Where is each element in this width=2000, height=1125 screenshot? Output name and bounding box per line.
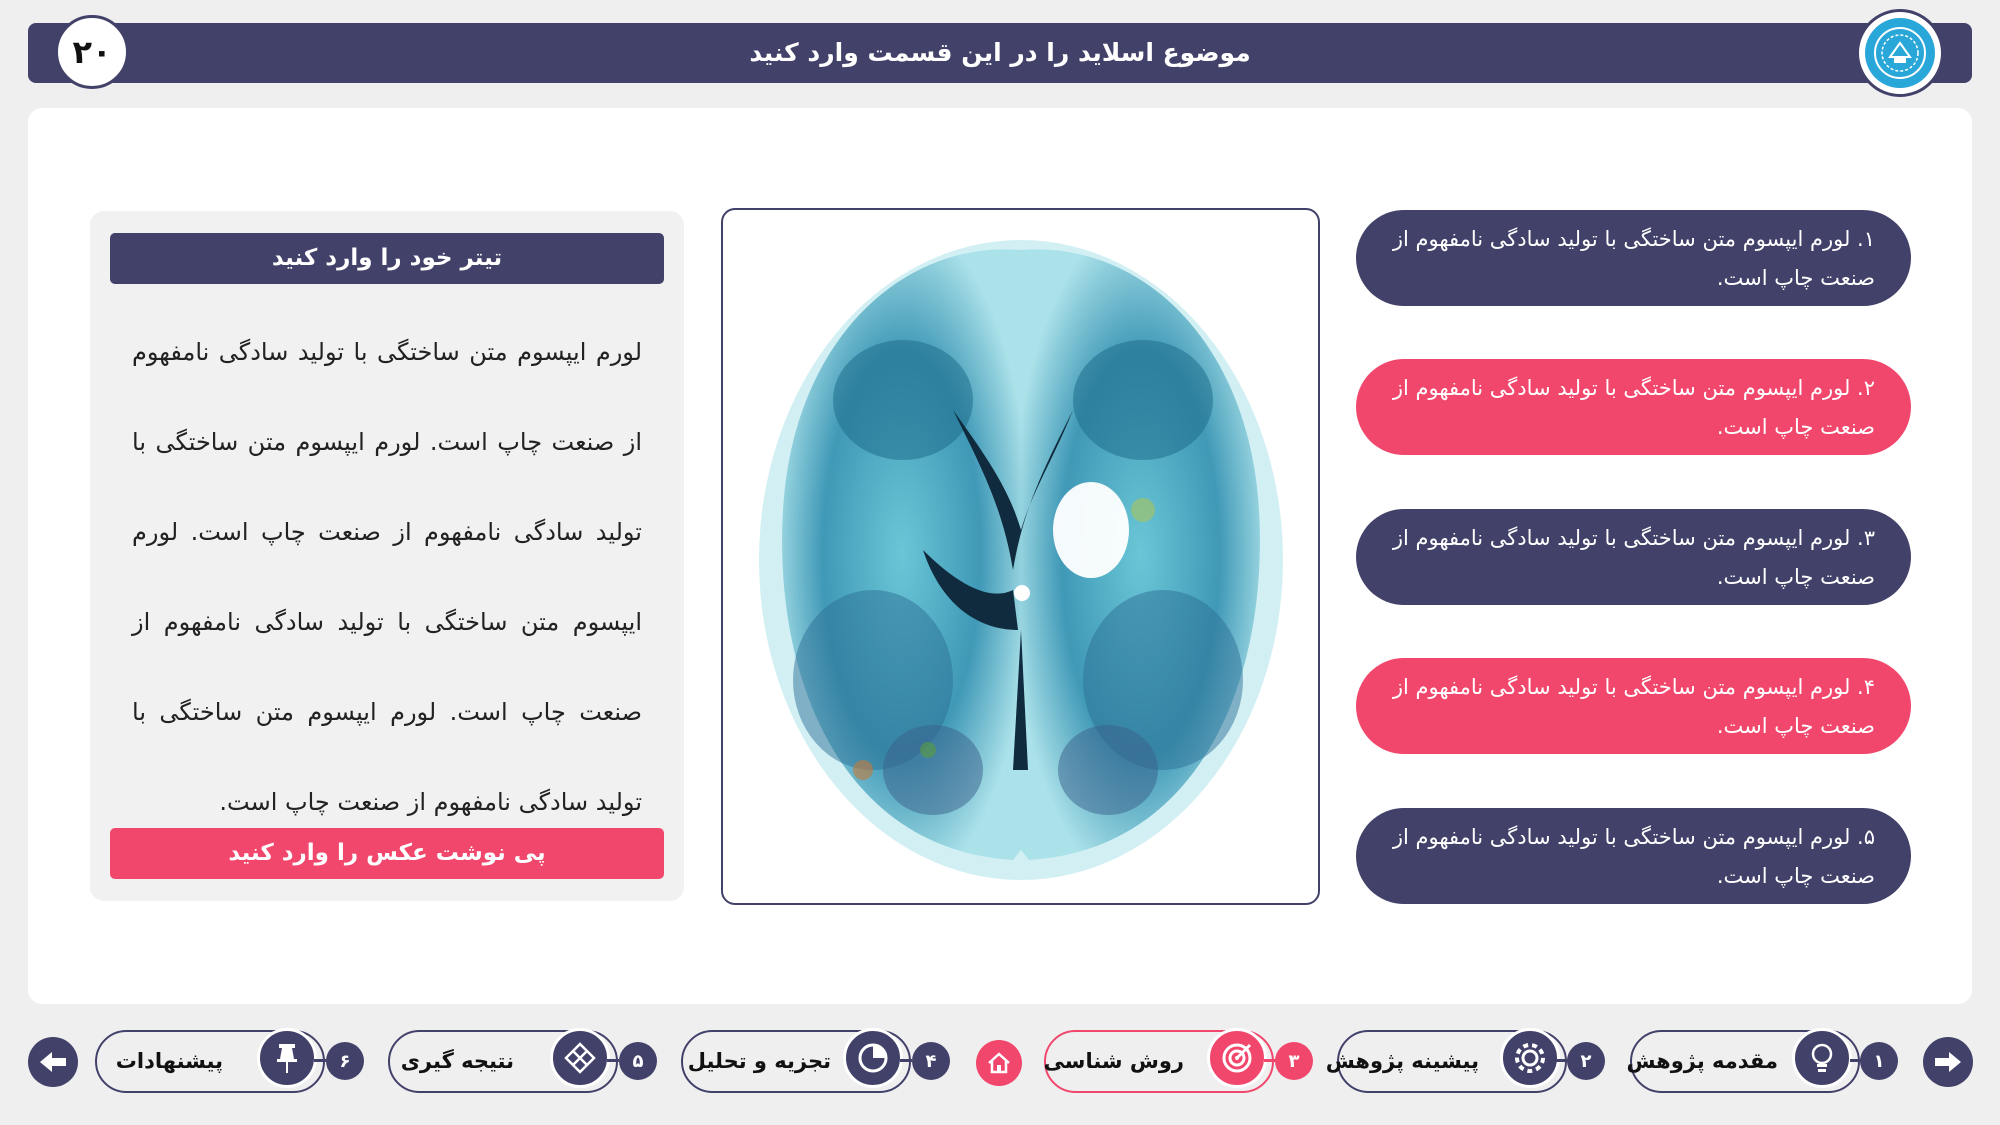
arrow-left-icon xyxy=(38,1050,68,1074)
logo-emblem-icon xyxy=(1872,25,1928,81)
list-item-4[interactable]: ۴. لورم ایپسوم متن ساختگی با تولید سادگی نامفهوم از صنعت چاپ است. xyxy=(1356,658,1911,754)
nav-item-methodology[interactable]: روش شناسی xyxy=(1044,1030,1274,1093)
panel-heading: تیتر خود را وارد کنید xyxy=(110,233,664,284)
nav-number-4: ۴ xyxy=(912,1042,950,1080)
nav-number-1: ۱ xyxy=(1860,1042,1898,1080)
puzzle-icon[interactable] xyxy=(550,1028,610,1088)
arrow-right-icon xyxy=(1933,1050,1963,1074)
nav-item-suggestions[interactable]: پیشنهادات xyxy=(95,1030,325,1093)
nav-item-conclusion[interactable]: نتیجه گیری xyxy=(388,1030,618,1093)
slide-title: موضوع اسلاید را در این قسمت وارد کنید xyxy=(749,38,1251,67)
nav-connector xyxy=(314,1059,326,1062)
text-panel xyxy=(90,211,684,901)
nav-connector xyxy=(900,1059,912,1062)
nav-number-2: ۲ xyxy=(1567,1042,1605,1080)
panel-body-text: لورم ایپسوم متن ساختگی با تولید سادگی نامفهوم از صنعت چاپ است. لورم ایپسوم متن ساختگی با تولید سادگی نامفهوم از صنعت چاپ است. لورم ایپسوم متن ساختگی با تولید سادگی نامفهوم از صنعت چاپ است. لورم ایپسوم متن ساختگی با تولید سادگی نامفهوم از صنعت چاپ است. xyxy=(132,338,642,816)
header-bar xyxy=(28,23,1972,83)
nav-item-analysis[interactable]: تجزیه و تحلیل xyxy=(681,1030,911,1093)
nav-connector xyxy=(607,1059,619,1062)
nav-number-6: ۶ xyxy=(326,1042,364,1080)
brain-illustration xyxy=(723,210,1318,903)
university-logo xyxy=(1856,9,1944,97)
pie-chart-icon[interactable] xyxy=(843,1028,903,1088)
home-button[interactable] xyxy=(976,1040,1022,1086)
target-icon[interactable] xyxy=(1207,1028,1267,1088)
list-item-2[interactable]: ۲. لورم ایپسوم متن ساختگی با تولید سادگی نامفهوم از صنعت چاپ است. xyxy=(1356,359,1911,455)
lightbulb-icon[interactable] xyxy=(1792,1028,1852,1088)
slide-number-badge: ۲۰ xyxy=(55,15,129,89)
nav-item-research-intro[interactable]: مقدمه پژوهش xyxy=(1630,1030,1860,1093)
logo-icon xyxy=(1865,18,1935,88)
list-item-3[interactable]: ۳. لورم ایپسوم متن ساختگی با تولید سادگی نامفهوم از صنعت چاپ است. xyxy=(1356,509,1911,605)
nav-number-3: ۳ xyxy=(1275,1042,1313,1080)
nav-number-5: ۵ xyxy=(619,1042,657,1080)
list-item-5[interactable]: ۵. لورم ایپسوم متن ساختگی با تولید سادگی نامفهوم از صنعت چاپ است. xyxy=(1356,808,1911,904)
gear-icon[interactable] xyxy=(1500,1028,1560,1088)
next-slide-button[interactable] xyxy=(1923,1037,1973,1087)
nav-item-literature-review[interactable]: پیشینه پژوهش xyxy=(1337,1030,1567,1093)
list-item-1[interactable]: ۱. لورم ایپسوم متن ساختگی با تولید سادگی نامفهوم از صنعت چاپ است. xyxy=(1356,210,1911,306)
image-frame xyxy=(721,208,1320,905)
image-caption: پی نوشت عکس را وارد کنید xyxy=(110,828,664,879)
prev-slide-button[interactable] xyxy=(28,1037,78,1087)
home-icon xyxy=(986,1051,1012,1075)
pin-icon[interactable] xyxy=(257,1028,317,1088)
